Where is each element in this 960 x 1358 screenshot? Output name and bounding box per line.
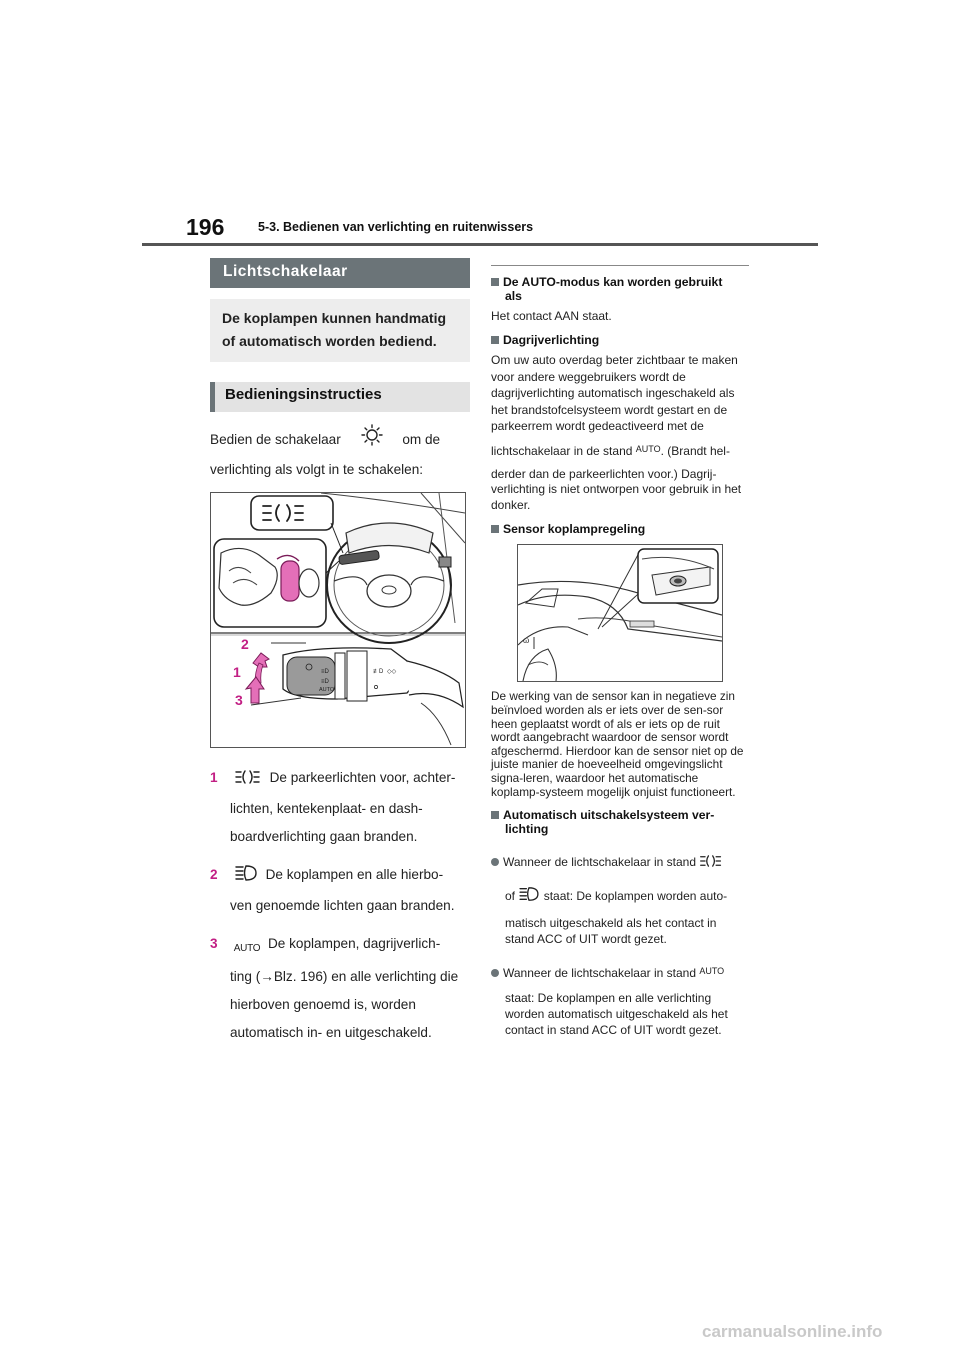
- step-text-continued: lichten, kentekenplaat- en dash-boardverlichting gaan branden.: [230, 801, 423, 844]
- bullet-text: Wanneer de lichtschakelaar in stand: [503, 855, 696, 870]
- round-bullet-icon: [491, 969, 499, 977]
- step-text-continued: ting (→Blz. 196) en alle verlichting die hierboven genoemd is, worden automatisch in- en uitgeschakeld.: [230, 969, 459, 1040]
- heading-text: Sensor koplampregeling: [503, 522, 646, 537]
- page-number: 196: [186, 214, 225, 240]
- heading-text: Dagrijverlichting: [503, 333, 600, 347]
- bullet-item-1: [491, 854, 749, 947]
- auto-symbol: AUTO: [635, 443, 661, 454]
- operation-text: [210, 424, 470, 484]
- operation-text-before: Bedien de schakelaar: [210, 432, 341, 447]
- step-text: De parkeerlichten voor, achter-: [269, 770, 456, 785]
- bullet-text-after: staat: De koplampen worden auto-: [543, 889, 728, 904]
- daytime-lights-text-2: [491, 441, 749, 459]
- heading-text: Automatisch uitschakelsysteem ver-: [503, 808, 715, 823]
- heading-auto-off: [491, 808, 749, 836]
- operation-text-after: om de verlichting als volgt in te schakelen:: [210, 432, 441, 477]
- sensor-illustration: [517, 544, 723, 682]
- round-bullet-icon: [491, 858, 499, 866]
- light-switch-illustration: [210, 492, 466, 748]
- heading-daytime-lights: [491, 333, 749, 347]
- watermark: carmanualsonline.info: [702, 1322, 883, 1341]
- svg-text:≡D: ≡D: [321, 669, 329, 675]
- sensor-text: De werking van de sensor kan in negatieve zin beïnvloed worden als er iets over de sen-sor heen geplaatst wordt of als er iets op de ruit wordt aangebracht waardoor de sensor wordt afgeschermd. Hierdoor kan de sensor niet op de juiste manier de hoeveelheid omgevingslicht signa-leren, waardoor het automatische koplamp-systeem mogelijk onjuist functioneert.: [491, 689, 744, 799]
- right-column: [491, 258, 749, 1038]
- svg-text:◇◇: ◇◇: [387, 669, 397, 675]
- auto-symbol: AUTO: [699, 966, 725, 977]
- bullet-text-of: of: [505, 889, 516, 904]
- step-number: 3: [210, 936, 218, 951]
- intro-box: De koplampen kunnen handmatig of automatisch worden bediend.: [210, 299, 470, 362]
- bullet-text-continued: [491, 886, 749, 906]
- square-bullet-icon: [491, 336, 499, 344]
- right-column-rule: [491, 265, 749, 266]
- section-heading: 5-3. Bedienen van verlichting en ruitenwissers: [258, 220, 534, 234]
- svg-text:ω: ω: [523, 636, 530, 646]
- left-column: [210, 258, 470, 1047]
- step-1: [210, 764, 470, 851]
- bullet-text-continued: staat: De koplampen en alle verlichting worden automatisch uitgeschakeld als het contact in stand ACC of UIT wordt gezet.: [505, 991, 728, 1038]
- heading-text: De AUTO-modus kan worden gebruikt: [503, 275, 723, 289]
- step-text-continued: ven genoemde lichten gaan branden.: [230, 898, 455, 913]
- auto-mode-text: Het contact AAN staat.: [491, 309, 612, 323]
- step-number: 1: [210, 770, 218, 785]
- parking-light-icon: [699, 854, 723, 872]
- section-title: Lichtschakelaar: [210, 258, 470, 288]
- text-after-symbol: . (Brandt hel-: [660, 443, 730, 458]
- figure-label-2: 2: [241, 636, 249, 652]
- figure-label-3: 3: [235, 692, 243, 708]
- heading-auto-mode: [491, 275, 749, 303]
- auto-label: AUTO: [319, 687, 335, 693]
- step-2: [210, 861, 470, 920]
- square-bullet-icon: [491, 278, 499, 286]
- heading-sensor: [491, 522, 749, 536]
- daytime-lights-text-3: derder dan de parkeerlichten voor.) Dagrij-verlichting is niet ontworpen voor gebruik in het donker.: [491, 466, 742, 512]
- figure-label-1: 1: [233, 664, 241, 680]
- heading-text-continued: lichting: [505, 822, 549, 837]
- subsection-title: Bedieningsinstructies: [210, 382, 470, 412]
- bullet-text: Wanneer de lichtschakelaar in stand: [503, 966, 696, 981]
- text-before-symbol: lichtschakelaar in de stand: [491, 443, 633, 458]
- step-3: [210, 930, 470, 1047]
- square-bullet-icon: [491, 525, 499, 533]
- heading-text-continued: als: [505, 289, 522, 303]
- headlight-icon: [234, 864, 258, 892]
- daytime-lights-text: Om uw auto overdag beter zichtbaar te maken voor andere weggebruikers wordt de dagrijverlichting automatisch ingeschakeld als het brandstofcelsysteem wordt gestart en de parkeerrem wordt gedeactiveerd met de: [491, 353, 738, 434]
- svg-text:≡D: ≡D: [321, 679, 329, 685]
- bullet-item-2: [491, 963, 749, 1038]
- step-text: De koplampen, dagrijverlich-: [267, 936, 441, 951]
- step-text: De koplampen en alle hierbo-: [265, 867, 444, 882]
- headlight-icon: [518, 886, 540, 906]
- square-bullet-icon: [491, 811, 499, 819]
- svg-text:≢D: ≢D: [373, 669, 384, 675]
- auto-symbol: AUTO: [233, 943, 261, 954]
- parking-light-icon: [234, 767, 262, 795]
- light-switch-icon: [359, 424, 385, 456]
- bullet-text-continued-2: matisch uitgeschakeld als het contact in stand ACC of UIT wordt gezet.: [505, 916, 717, 947]
- header-rule: [142, 243, 818, 246]
- step-number: 2: [210, 867, 218, 882]
